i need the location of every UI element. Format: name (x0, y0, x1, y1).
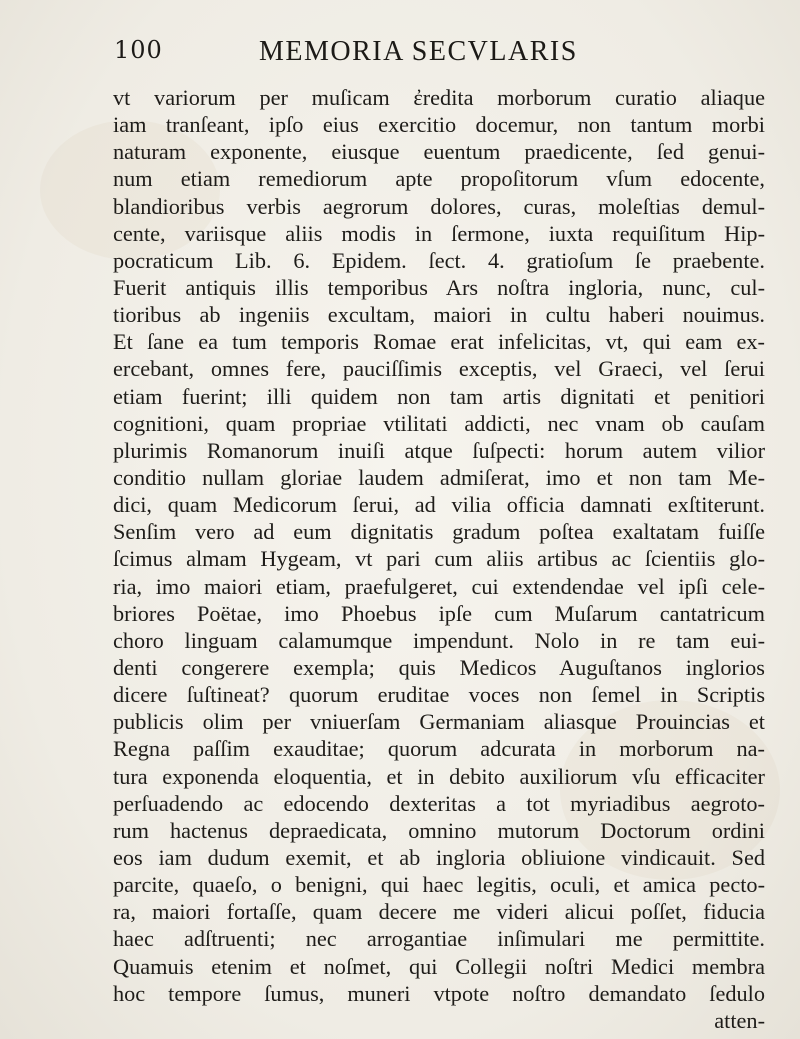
text-line: ſcimus almam Hygeam, vt pari cum aliis artibus ac ſcientiis glo- (113, 546, 765, 572)
text-line: denti congerere exempla; quis Medicos Auguſtanos inglorios (113, 654, 765, 680)
text-line: Et ſane ea tum temporis Romae erat infelicitas, vt, qui eam ex- (113, 329, 765, 355)
text-line: iam tranſeant, ipſo eius exercitio docemur, non tantum morbi (113, 112, 765, 138)
text-line: parcite, quaeſo, o benigni, qui haec legitis, oculi, et amica pecto- (113, 872, 765, 898)
text-line: rum hactenus depraedicata, omnino mutorum Doctorum ordini (113, 817, 765, 843)
text-line: plurimis Romanorum inuiſi atque ſuſpecti: horum autem vilior (113, 437, 765, 463)
text-line: haec adſtruenti; nec arrogantiae inſimulari me permittite. (113, 926, 765, 952)
text-line: briores Poëtae, imo Phoebus ipſe cum Muſarum cantatricum (113, 600, 765, 626)
text-line: perſuadendo ac edocendo dexteritas a tot myriadibus aegroto- (113, 790, 765, 816)
text-line: etiam fuerint; illi quidem non tam artis dignitati et penitiori (113, 383, 765, 409)
text-line: blandioribus verbis aegrorum dolores, curas, moleſtias demul- (113, 193, 765, 219)
page-header (114, 36, 754, 76)
text-line: tioribus ab ingeniis excultam, maiori in cultu haberi nouimus. (113, 302, 765, 328)
text-line: dicere ſuſtineat? quorum eruditae voces non ſemel in Scriptis (113, 682, 765, 708)
text-line: ercebant, omnes fere, pauciſſimis exceptis, vel Graeci, vel ſerui (113, 356, 765, 382)
text-line: choro linguam calamumque impendunt. Nolo in re tam eui- (113, 627, 765, 653)
text-line: publicis olim per vniuerſam Germaniam aliasque Prouincias et (113, 709, 765, 735)
text-line: hoc tempore ſumus, muneri vtpote noſtro demandato ſedulo (113, 980, 765, 1006)
text-line: Quamuis etenim et noſmet, qui Collegii noſtri Medici membra (113, 953, 765, 979)
text-line: Senſim vero ad eum dignitatis gradum poſtea exaltatam fuiſſe (113, 519, 765, 545)
text-line: pocraticum Lib. 6. Epidem. ſect. 4. gratioſum ſe praebente. (113, 247, 765, 273)
text-line: naturam exponente, eiusque euentum praedicente, ſed genui- (113, 139, 765, 165)
text-line: Regna paſſim exauditae; quorum adcurata in morborum na- (113, 736, 765, 762)
running-title: MEMORIA SECVLARIS (259, 36, 578, 67)
text-line: num etiam remediorum apte propoſitorum vſum edocente, (113, 166, 765, 192)
catchword: atten- (714, 1007, 765, 1033)
text-line: eos iam dudum exemit, et ab ingloria obliuione vindicauit. Sed (113, 844, 765, 870)
text-line: Fuerit antiquis illis temporibus Ars noſtra ingloria, nunc, cul- (113, 274, 765, 300)
text-line: conditio nullam gloriae laudem admiſerat, imo et non tam Me- (113, 464, 765, 490)
text-line: dici, quam Medicorum ſerui, ad vilia officia damnati exſtiterunt. (113, 492, 765, 518)
body-text (113, 84, 765, 1034)
text-line: cognitioni, quam propriae vtilitati addicti, nec vnam ob cauſam (113, 410, 765, 436)
page-number: 100 (114, 36, 163, 64)
text-line: ria, imo maiori etiam, praefulgeret, cui extendendae vel ipſi cele- (113, 573, 765, 599)
text-line: tura exponenda eloquentia, et in debito auxiliorum vſu efficaciter (113, 763, 765, 789)
text-line: vt variorum per muſicam ἐredita morborum curatio aliaque (113, 85, 765, 110)
text-line: ra, maiori fortaſſe, quam decere me videri alicui poſſet, fiducia (113, 899, 765, 925)
text-line: cente, variisque aliis modis in ſermone, iuxta requiſitum Hip- (113, 220, 765, 246)
